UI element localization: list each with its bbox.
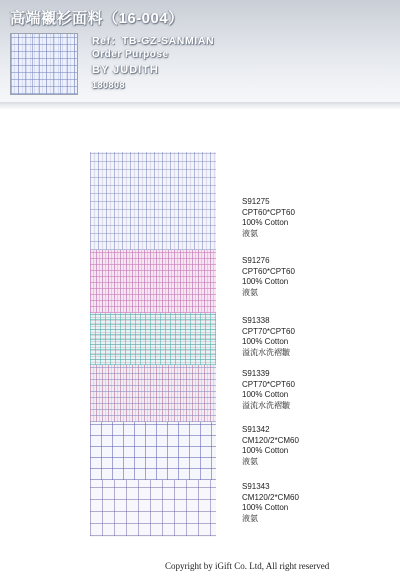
fabric-yarn: CPT60*CPT60 xyxy=(242,207,295,217)
fabric-spec-5 xyxy=(242,425,372,467)
fabric-id: S91339 xyxy=(242,369,270,378)
order-purpose: Order Purpose xyxy=(92,49,169,60)
fabric-finish: 溢流水洗褶皺 xyxy=(242,400,290,410)
fabric-id: S91338 xyxy=(242,316,270,325)
fabric-finish: 液氨 xyxy=(242,456,258,466)
fabric-composition: 100% Cotton xyxy=(242,446,289,455)
fabric-swatch-4 xyxy=(90,365,216,422)
fabric-id: S91343 xyxy=(242,482,270,491)
fabric-yarn: CPT70*CPT60 xyxy=(242,326,295,336)
fabric-yarn: CM120/2*CM60 xyxy=(242,435,299,445)
fabric-spec-2 xyxy=(242,256,372,298)
fabric-finish: 液氨 xyxy=(242,228,258,238)
copyright-notice: Copyright by iGift Co. Ltd, All right reserved xyxy=(165,561,330,571)
fabric-swatch-2 xyxy=(90,250,216,313)
page-title: 高端襯衫面料（16-004） xyxy=(10,10,184,27)
fabric-composition: 100% Cotton xyxy=(242,277,289,286)
fabric-spec-6 xyxy=(242,482,372,524)
author-label: BY JUDITH xyxy=(92,64,159,76)
fabric-id: S91275 xyxy=(242,197,270,206)
fabric-composition: 100% Cotton xyxy=(242,390,289,399)
fabric-spec-3 xyxy=(242,316,372,358)
fabric-composition: 100% Cotton xyxy=(242,503,289,512)
fabric-spec-1 xyxy=(242,197,372,239)
fabric-swatch-6 xyxy=(90,480,216,536)
header-banner xyxy=(0,0,400,104)
fabric-thumbnail xyxy=(10,33,78,95)
fabric-yarn: CPT70*CPT60 xyxy=(242,379,295,389)
fabric-spec-4 xyxy=(242,369,372,411)
fabric-id: S91276 xyxy=(242,256,270,265)
fabric-finish: 液氨 xyxy=(242,513,258,523)
fabric-swatch-1 xyxy=(90,152,216,250)
fabric-swatch-3 xyxy=(90,313,216,365)
fabric-composition: 100% Cotton xyxy=(242,337,289,346)
fabric-id: S91342 xyxy=(242,425,270,434)
reference-code: Ref：TB-GZ-SANMIAN xyxy=(92,35,215,47)
fabric-composition: 100% Cotton xyxy=(242,218,289,227)
fabric-yarn: CM120/2*CM60 xyxy=(242,492,299,502)
fabric-yarn: CPT60*CPT60 xyxy=(242,266,295,276)
fabric-swatch-5 xyxy=(90,422,216,480)
date-code: 180808 xyxy=(92,80,126,90)
fabric-finish: 溢流水洗褶皺 xyxy=(242,347,290,357)
fabric-finish: 液氨 xyxy=(242,287,258,297)
